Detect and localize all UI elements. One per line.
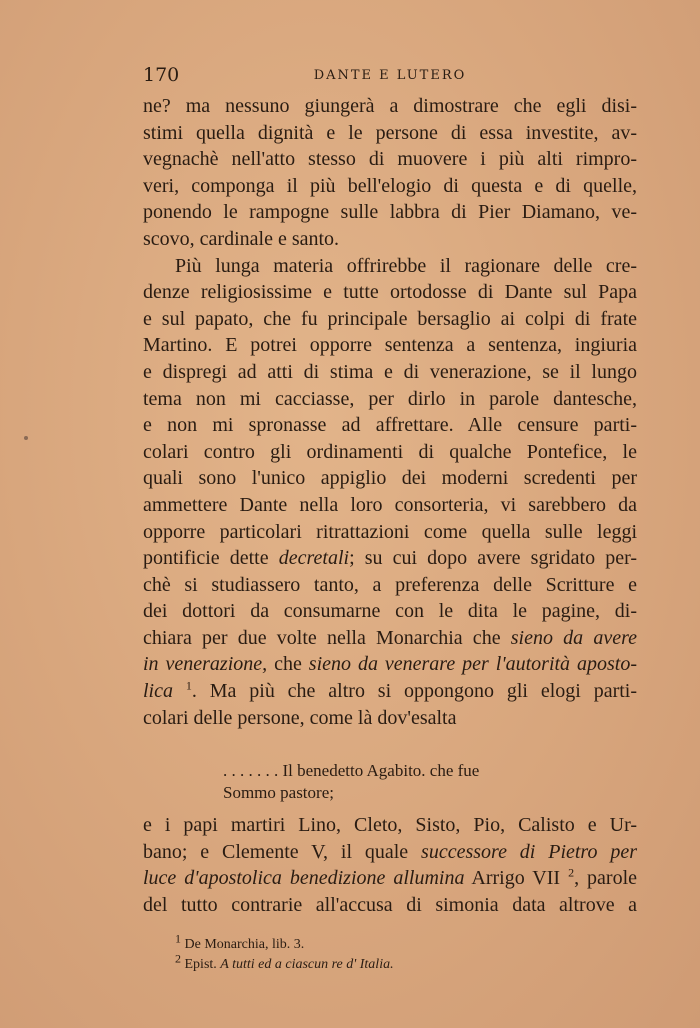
text-run: Arrigo VII (464, 867, 561, 890)
text-line: opporre particolari ritrattazioni come quella sulle leggi (143, 520, 637, 543)
text-line: tema non mi cacciasse, per dirlo in parole dantesche, (143, 387, 637, 410)
footnote-1 (175, 931, 615, 955)
text-line: veri, componga il più bell'elogio di questa e di quelle, (143, 174, 637, 197)
text-line (143, 545, 637, 572)
text-run: chiara per due volte nella Monarchia che (143, 626, 511, 649)
footnote-ref: 1 (185, 678, 192, 693)
footnote-2 (175, 951, 615, 975)
footnote-text: Epist. (181, 957, 221, 972)
text-run: bano; e Clemente V, il quale (143, 840, 422, 863)
text-line: e sul papato, che fu principale bersaglio ai colpi di frate (143, 307, 637, 330)
text-line: e i papi martiri Lino, Cleto, Sisto, Pio, Calisto e Ur- (143, 814, 637, 836)
page-number: 170 (143, 64, 180, 86)
text-line: vegnachè nell'atto stesso di muovere i più alti rimpro- (143, 148, 637, 171)
verse-quote (223, 760, 623, 804)
text-line: ponendo le rampogne sulle labbra di Pier Diamano, ve- (143, 201, 637, 224)
text-line (143, 678, 637, 705)
footnote-mark: 2 (175, 951, 181, 966)
verse-line: . . . . . . . Il benedetto Agabito. che fue (223, 761, 480, 780)
text-line: scovo, cardinale e santo. (143, 227, 340, 250)
text-line: denze religiosissime e tutte ortodosse di Dante sul Papa (143, 281, 637, 304)
text-line: e dispregi ad atti di stima e di venerazione, se il lungo (143, 360, 637, 383)
text-line (143, 625, 637, 652)
text-line: quali sono l'unico appiglio dei moderni scredenti per (143, 467, 637, 490)
text-run: pontificie dette (143, 547, 279, 570)
text-line: dei dottori da consumarne con le dita le pagine, di- (143, 600, 637, 623)
text-line (143, 865, 637, 892)
paper-speck (24, 436, 28, 440)
footnote-ref: 2 (568, 865, 575, 880)
italic-quote: lica (143, 680, 173, 703)
italic-quote: successore di Pietro per (421, 840, 637, 863)
italic-quote: in venerazione, (143, 653, 268, 676)
text-line: Più lunga materia offrirebbe il ragionare delle cre- (175, 254, 637, 277)
italic-quote: sieno da avere (510, 626, 637, 649)
text-line: stimi quella dignità e le persone di essa investite, av- (143, 121, 637, 144)
text-line: colari delle persone, come là dov'esalta (143, 706, 457, 729)
main-text-continued (143, 812, 637, 918)
text-line: del tutto contrarie all'accusa di simonia data altrove a (143, 893, 637, 916)
running-title: DANTE E LUTERO (313, 68, 467, 83)
italic-term: decretali (278, 547, 350, 570)
text-line (143, 839, 637, 866)
italic-quote: sieno da venerare per l'autorità aposto- (308, 653, 637, 676)
main-text (143, 93, 637, 731)
verse-line: Sommo pastore; (223, 783, 334, 802)
text-run: , parole (574, 867, 638, 890)
footnote-italic: A tutti ed a ciascun re d' Italia. (220, 957, 394, 972)
text-line: colari contro gli ordinamenti di qualche Pontefice, le (143, 440, 637, 463)
text-line: e non mi spronasse ad affrettare. Alle censure parti- (143, 414, 637, 437)
footnotes (175, 931, 615, 975)
text-run: che (267, 653, 309, 676)
footnote-mark: 1 (175, 931, 181, 946)
page-header (143, 64, 637, 92)
footnote-text: De Monarchia, lib. 3. (181, 937, 305, 952)
text-run: . Ma più che altro si oppongono gli elogi parti- (191, 680, 638, 703)
text-run: ; su cui dopo avere sgridato per- (349, 547, 637, 570)
text-line: chè si studiassero tanto, a preferenza delle Scritture e (143, 573, 637, 596)
text-line: Martino. E potrei opporre sentenza a sentenza, ingiuria (143, 334, 637, 357)
text-line: ne? ma nessuno giungerà a dimostrare che egli disi- (143, 95, 637, 117)
italic-quote: luce d'apostolica benedizione allumina (143, 867, 465, 890)
text-line: ammettere Dante nella loro consorteria, vi sarebbero da (143, 493, 637, 516)
text-line (143, 651, 637, 678)
